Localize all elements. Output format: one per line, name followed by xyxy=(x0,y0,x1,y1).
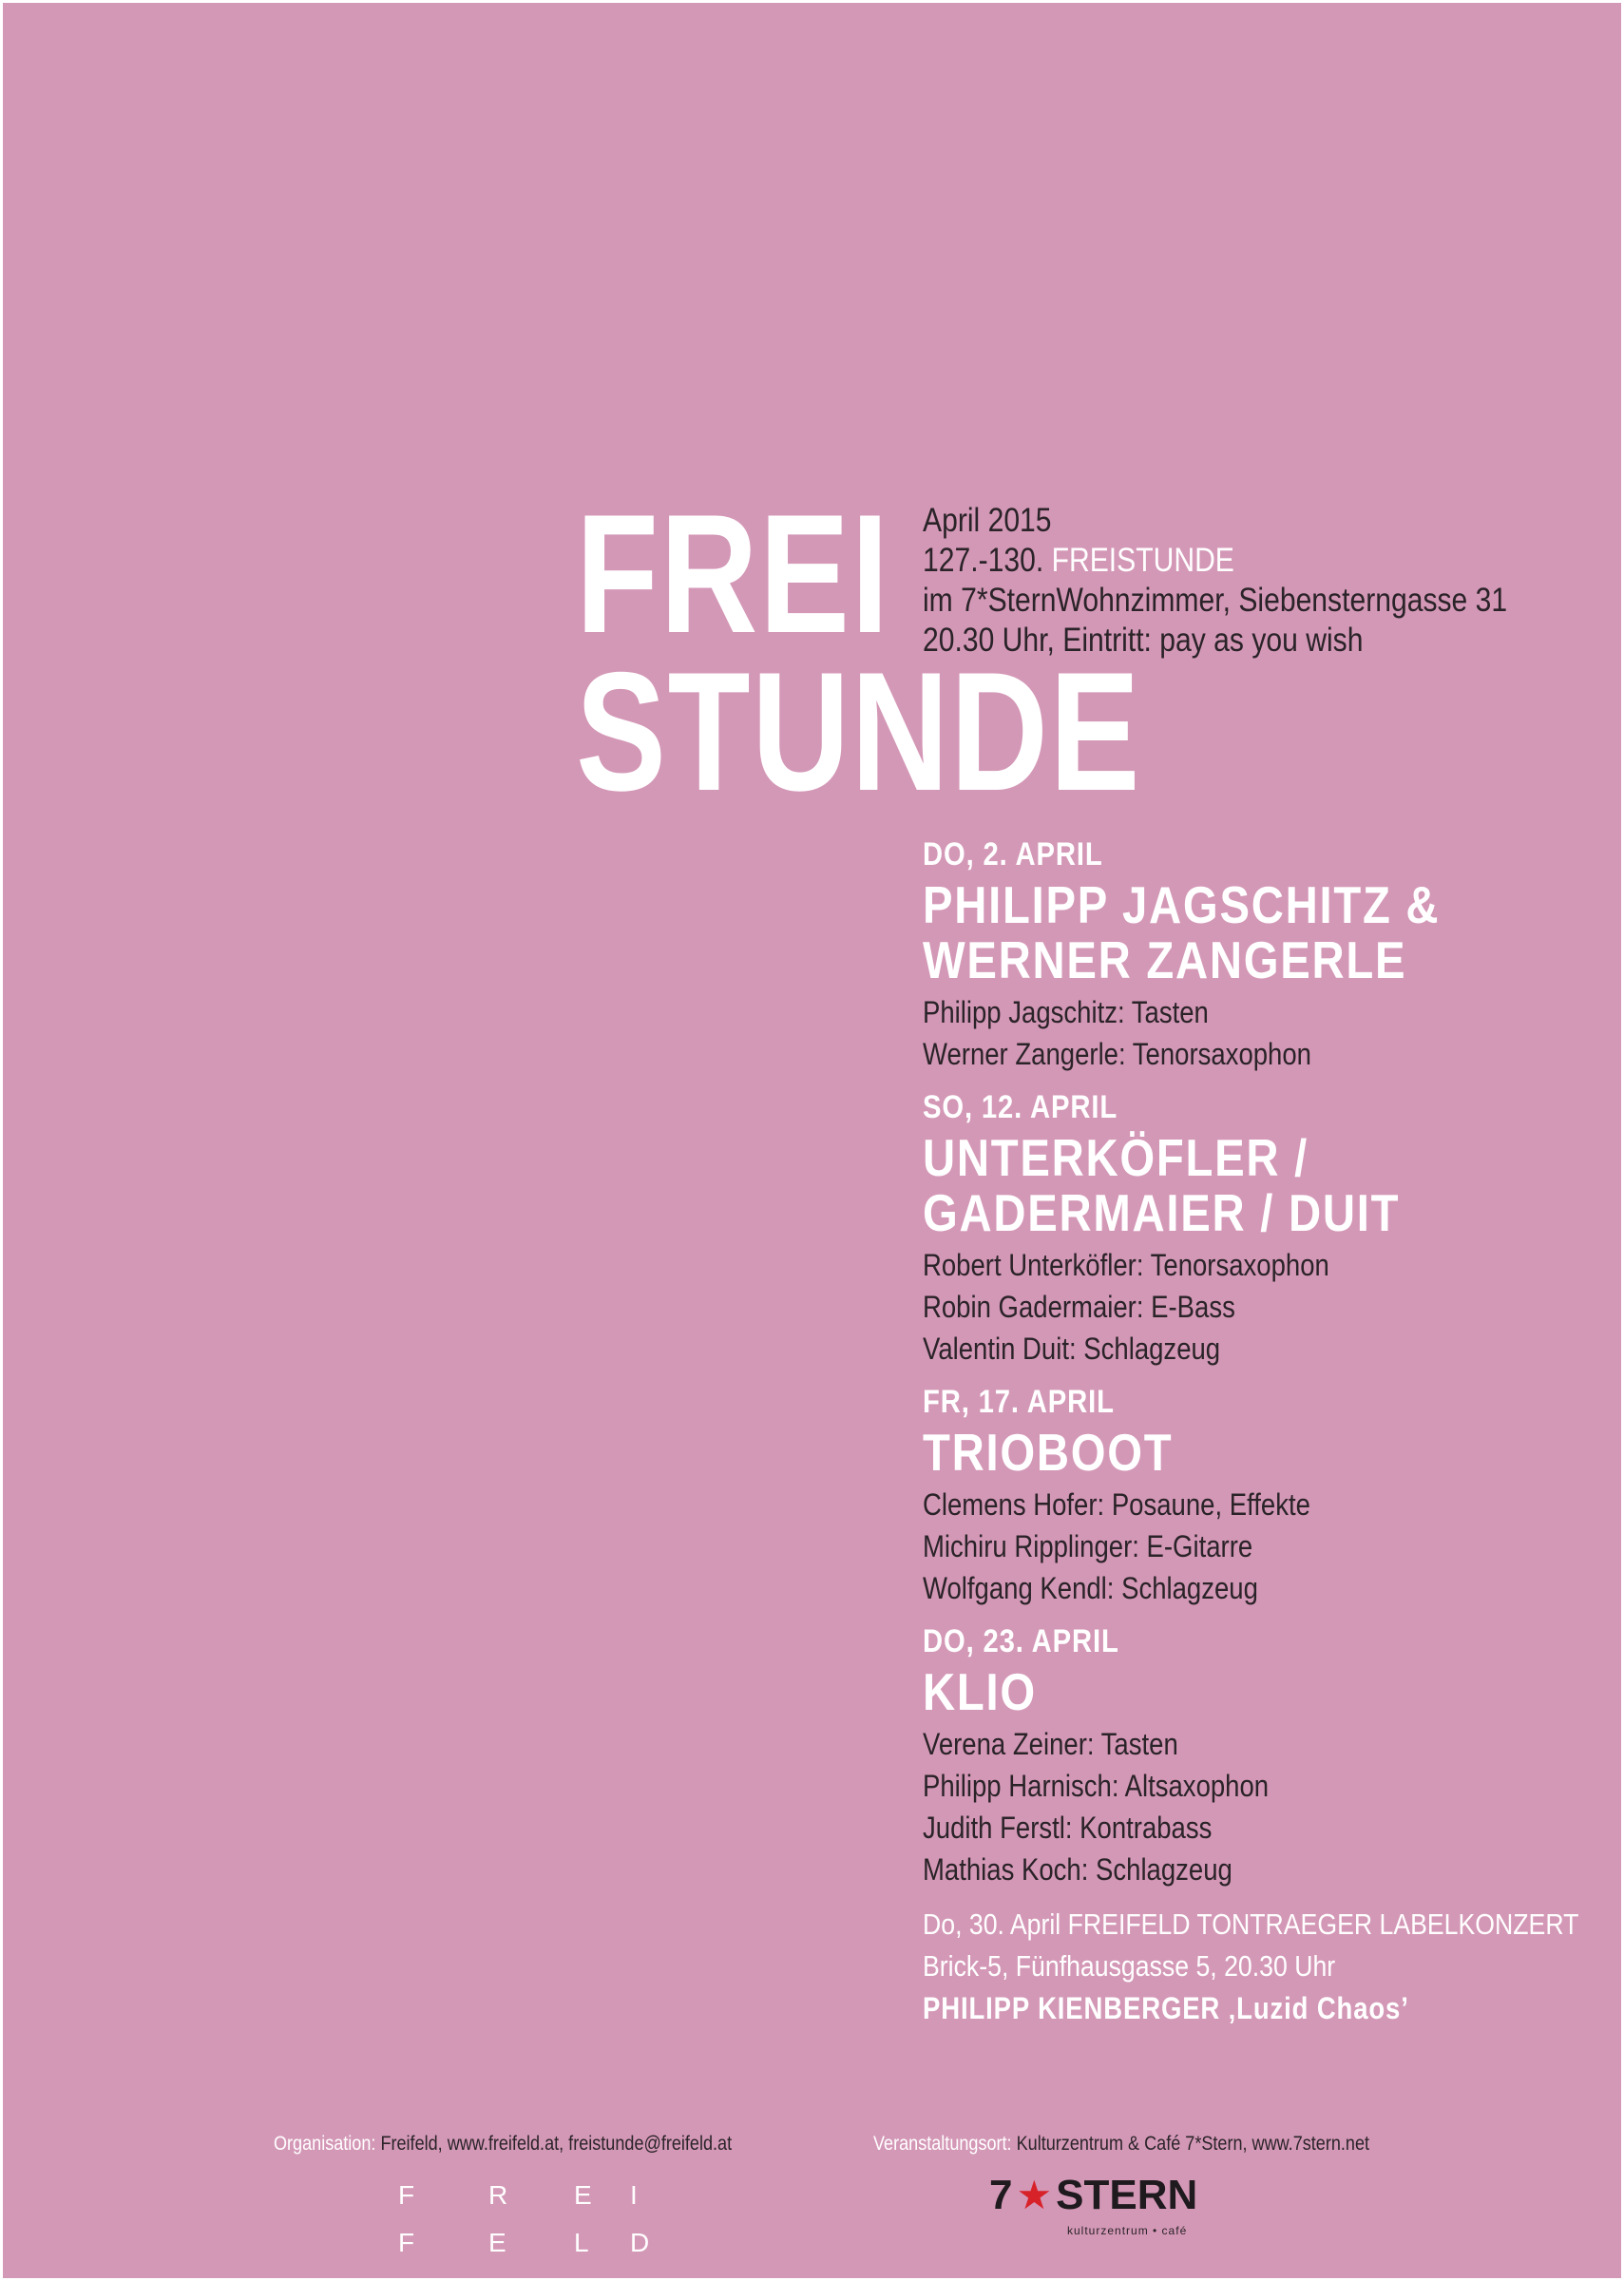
member-line: Werner Zangerle: Tenorsaxophon xyxy=(923,1037,1311,1071)
title-line-1: FREI xyxy=(576,479,890,668)
stern-word: STERN xyxy=(1056,2172,1198,2218)
event-date: DO, 2. APRIL xyxy=(923,836,1103,872)
band-line: TRIOBOOT xyxy=(923,1423,1174,1482)
stern-number: 7 xyxy=(989,2172,1013,2218)
event-members xyxy=(923,1484,1536,1609)
footer-venue xyxy=(873,2132,1369,2156)
logo-letter: D xyxy=(630,2228,650,2257)
intro-block xyxy=(923,501,1507,661)
stern-subtitle: kulturzentrum • café xyxy=(1067,2224,1188,2237)
member-line: Judith Ferstl: Kontrabass xyxy=(923,1811,1213,1845)
venue-label: Veranstaltungsort: xyxy=(873,2133,1012,2155)
event-members xyxy=(923,1723,1536,1890)
event-date: DO, 23. APRIL xyxy=(923,1623,1119,1659)
member-line: Clemens Hofer: Posaune, Effekte xyxy=(923,1487,1310,1522)
member-line: Verena Zeiner: Tasten xyxy=(923,1727,1178,1761)
event-members xyxy=(923,991,1536,1075)
member-line: Robert Unterköfler: Tenorsaxophon xyxy=(923,1248,1329,1282)
logo-letter: E xyxy=(488,2228,506,2257)
band-line: PHILIPP JAGSCHITZ & xyxy=(923,875,1441,934)
event-2 xyxy=(923,1088,1621,1370)
freifeld-logo xyxy=(398,2172,655,2267)
event-members xyxy=(923,1244,1536,1370)
freifeld-logo-row-2 xyxy=(398,2219,655,2267)
member-line: Philipp Jagschitz: Tasten xyxy=(923,995,1209,1029)
venue-value: Kulturzentrum & Café 7*Stern, www.7stern.net xyxy=(1016,2133,1370,2155)
logo-letter: E xyxy=(574,2180,592,2210)
event-date: SO, 12. APRIL xyxy=(923,1089,1118,1125)
band-line: GADERMAIER / DUIT xyxy=(923,1183,1401,1242)
logo-letter: F xyxy=(398,2180,415,2210)
member-line: Robin Gadermaier: E-Bass xyxy=(923,1290,1235,1324)
logo-letter: F xyxy=(398,2228,415,2257)
event-1 xyxy=(923,835,1621,1075)
org-label: Organisation: xyxy=(274,2133,376,2155)
member-line: Valentin Duit: Schlagzeug xyxy=(923,1332,1221,1366)
band-line: WERNER ZANGERLE xyxy=(923,930,1407,989)
logo-letter: R xyxy=(488,2180,508,2210)
event-band xyxy=(923,877,1536,987)
footer-organisation xyxy=(274,2132,732,2156)
event-3 xyxy=(923,1383,1621,1609)
logo-letter: I xyxy=(630,2180,638,2210)
extra-concert-act: PHILIPP KIENBERGER ‚Luzid Chaos’ xyxy=(923,1991,1409,2025)
title-line-2: STUNDE xyxy=(576,637,1142,826)
intro-venue: im 7*SternWohnzimmer, Siebensterngasse 31 xyxy=(923,582,1508,619)
band-line: KLIO xyxy=(923,1662,1037,1721)
stern-logo-mark xyxy=(989,2172,1197,2219)
member-line: Mathias Koch: Schlagzeug xyxy=(923,1852,1232,1887)
band-line: UNTERKÖFLER / xyxy=(923,1128,1309,1187)
logo-letter: L xyxy=(574,2228,589,2257)
seven-stern-logo xyxy=(989,2172,1197,2238)
extra-concert-title: Do, 30. April FREIFELD TONTRAEGER LABELKONZERT xyxy=(923,1907,1579,1941)
event-4 xyxy=(923,1622,1621,1890)
intro-month: April 2015 xyxy=(923,502,1052,539)
intro-edition-number: 127.-130. xyxy=(923,542,1044,579)
member-line: Philipp Harnisch: Altsaxophon xyxy=(923,1769,1270,1803)
event-band xyxy=(923,1425,1536,1480)
event-date: FR, 17. APRIL xyxy=(923,1384,1115,1420)
star-icon: ★ xyxy=(1016,2173,1053,2217)
intro-edition xyxy=(923,541,1507,581)
intro-edition-name: FREISTUNDE xyxy=(1051,542,1234,579)
member-line: Wolfgang Kendl: Schlagzeug xyxy=(923,1571,1258,1605)
intro-time-entry: 20.30 Uhr, Eintritt: pay as you wish xyxy=(923,622,1364,659)
program-column xyxy=(923,835,1621,2029)
org-value: Freifeld, www.freifeld.at, freistunde@freifeld.at xyxy=(380,2133,733,2155)
poster xyxy=(3,3,1621,2278)
extra-concert-venue: Brick-5, Fünfhausgasse 5, 20.30 Uhr xyxy=(923,1949,1336,1983)
freifeld-logo-row-1 xyxy=(398,2172,655,2219)
event-band xyxy=(923,1130,1536,1240)
extra-concert xyxy=(923,1904,1579,2029)
event-band xyxy=(923,1664,1536,1719)
member-line: Michiru Ripplinger: E-Gitarre xyxy=(923,1529,1253,1563)
